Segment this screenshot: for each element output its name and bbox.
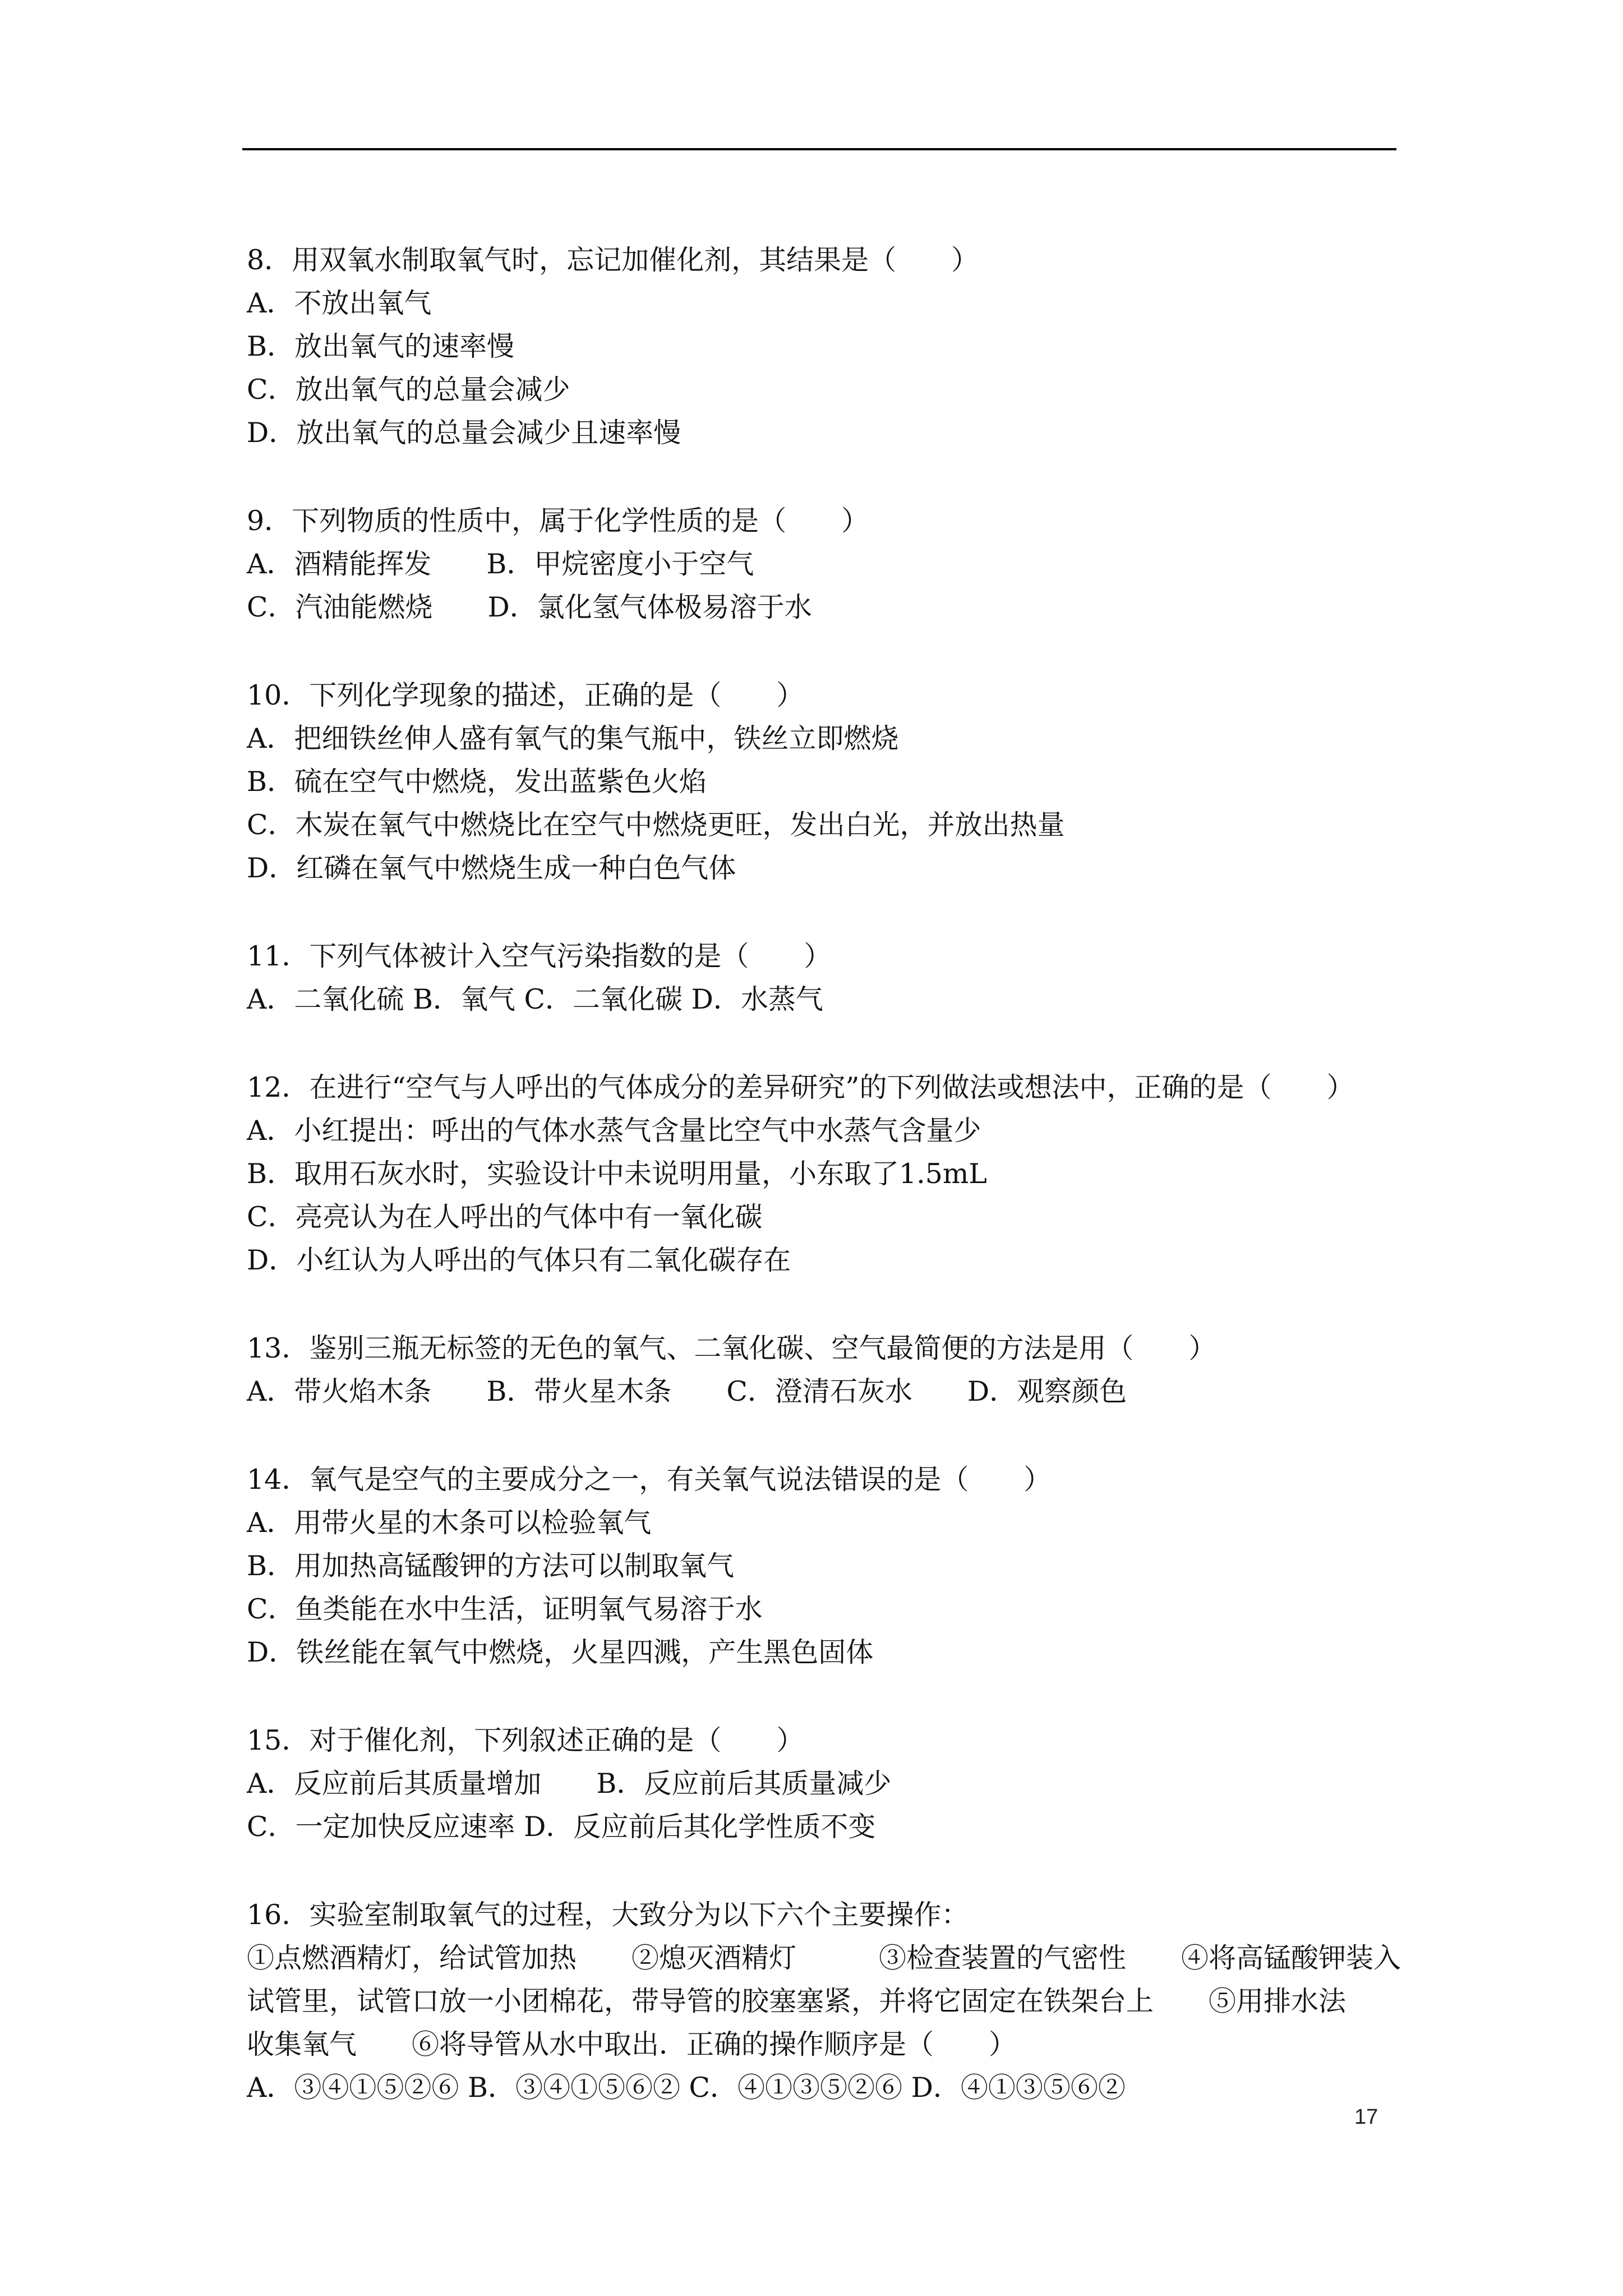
option-b: B．用加热高锰酸钾的方法可以制取氧气 xyxy=(247,1550,735,1582)
options-c-d: C．一定加快反应速率 D．反应前后其化学性质不变 xyxy=(247,1811,876,1843)
option-b: B．硫在空气中燃烧，发出蓝紫色火焰 xyxy=(247,766,707,798)
question-11 xyxy=(247,935,1402,1021)
question-stem: 10．下列化学现象的描述，正确的是（ ） xyxy=(247,679,804,711)
option-c: C．亮亮认为在人呼出的气体中有一氧化碳 xyxy=(247,1201,763,1233)
option-d: D．小红认为人呼出的气体只有二氧化碳存在 xyxy=(247,1244,791,1276)
options-a-b: A．反应前后其质量增加 B．反应前后其质量减少 xyxy=(247,1768,892,1800)
question-10 xyxy=(247,674,1402,890)
question-list xyxy=(247,238,1402,2154)
option-d: D．红磷在氧气中燃烧生成一种白色气体 xyxy=(247,852,736,884)
option-c: C．放出氧气的总量会减少 xyxy=(247,374,570,406)
question-8 xyxy=(247,238,1402,454)
option-a: A．把细铁丝伸人盛有氧气的集气瓶中，铁丝立即燃烧 xyxy=(247,723,899,754)
page-number: 17 xyxy=(1354,2105,1378,2129)
question-stem: 12．在进行“空气与人呼出的气体成分的差异研究”的下列做法或想法中，正确的是（ ） xyxy=(247,1071,1354,1103)
question-14 xyxy=(247,1458,1402,1674)
question-body-line: ①点燃酒精灯，给试管加热 ②熄灭酒精灯 ③检查装置的气密性 ④将高锰酸钾装入 xyxy=(247,1942,1401,1974)
options-a-d: A．二氧化硫 B．氧气 C．二氧化碳 D．水蒸气 xyxy=(247,983,823,1015)
header-rule xyxy=(242,148,1396,150)
options-a-d: A．③④①⑤②⑥ B．③④①⑤⑥② C．④①③⑤②⑥ D．④①③⑤⑥② xyxy=(247,2072,1126,2104)
question-stem: 15．对于催化剂，下列叙述正确的是（ ） xyxy=(247,1724,804,1756)
question-stem: 11．下列气体被计入空气污染指数的是（ ） xyxy=(247,940,832,972)
option-d: D．铁丝能在氧气中燃烧，火星四溅，产生黑色固体 xyxy=(247,1636,874,1668)
options-c-d: C．汽油能燃烧 D．氯化氢气体极易溶于水 xyxy=(247,591,812,623)
question-12 xyxy=(247,1066,1402,1282)
option-a: A．用带火星的木条可以检验氧气 xyxy=(247,1507,652,1539)
question-stem: 8．用双氧水制取氧气时，忘记加催化剂，其结果是（ ） xyxy=(247,244,979,276)
question-stem: 9．下列物质的性质中，属于化学性质的是（ ） xyxy=(247,505,869,537)
question-9 xyxy=(247,499,1402,629)
question-stem: 13．鉴别三瓶无标签的无色的氧气、二氧化碳、空气最简便的方法是用（ ） xyxy=(247,1332,1216,1364)
question-13 xyxy=(247,1327,1402,1413)
option-c: C．木炭在氧气中燃烧比在空气中燃烧更旺，发出白光，并放出热量 xyxy=(247,809,1065,841)
option-d: D．放出氧气的总量会减少且速率慢 xyxy=(247,417,681,449)
question-stem: 14．氧气是空气的主要成分之一，有关氧气说法错误的是（ ） xyxy=(247,1464,1052,1496)
options-a-b: A．酒精能挥发 B．甲烷密度小于空气 xyxy=(247,548,754,580)
option-b: B．放出氧气的速率慢 xyxy=(247,330,515,362)
option-b: B．取用石灰水时，实验设计中未说明用量，小东取了1.5mL xyxy=(247,1158,987,1190)
option-a: A．小红提出：呼出的气体水蒸气含量比空气中水蒸气含量少 xyxy=(247,1115,981,1147)
question-16 xyxy=(247,1893,1402,2109)
question-body-line: 试管里，试管口放一小团棉花，带导管的胶塞塞紧，并将它固定在铁架台上 ⑤用排水法 xyxy=(247,1985,1347,2017)
options-a-d: A．带火焰木条 B．带火星木条 C．澄清石灰水 D．观察颜色 xyxy=(247,1375,1127,1407)
option-a: A．不放出氧气 xyxy=(247,287,432,319)
question-stem: 16．实验室制取氧气的过程，大致分为以下六个主要操作： xyxy=(247,1899,969,1931)
question-15 xyxy=(247,1719,1402,1848)
option-c: C．鱼类能在水中生活，证明氧气易溶于水 xyxy=(247,1593,763,1625)
question-body-line: 收集氧气 ⑥将导管从水中取出．正确的操作顺序是（ ） xyxy=(247,2028,1017,2060)
